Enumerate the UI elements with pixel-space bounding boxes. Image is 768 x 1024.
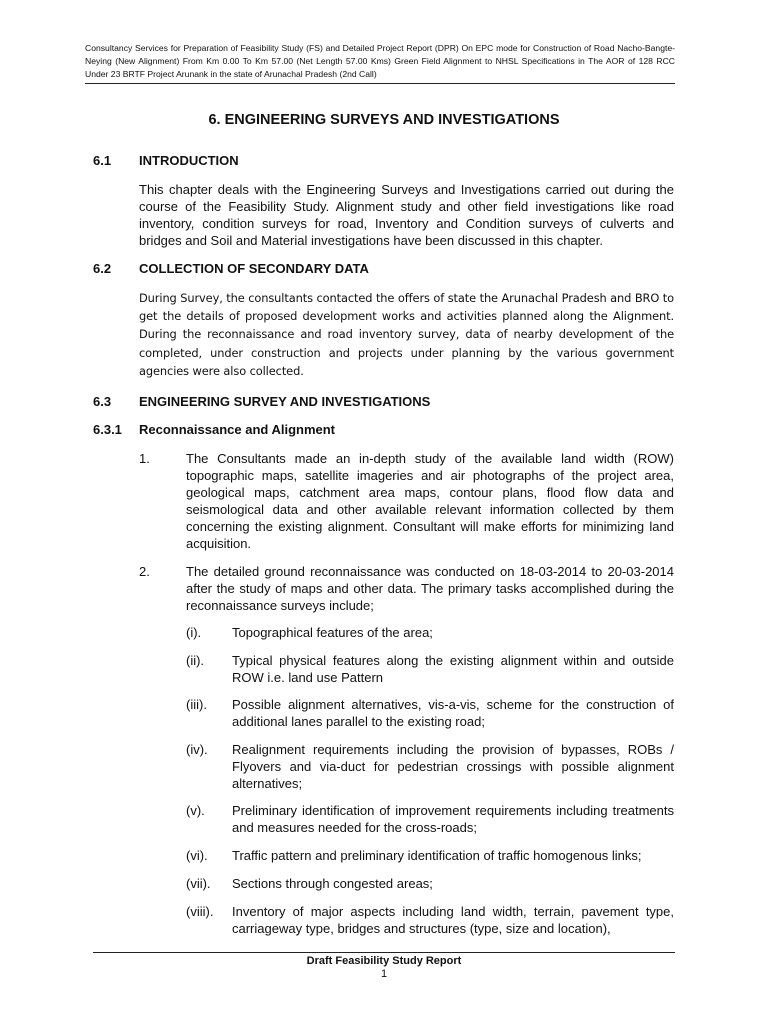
page-number: 1 bbox=[380, 968, 388, 980]
list-item-number: 2. bbox=[139, 564, 150, 579]
sublist-item-number: (ii). bbox=[186, 653, 205, 668]
list-item-number: 1. bbox=[139, 451, 150, 466]
chapter-title: 6. ENGINEERING SURVEYS AND INVESTIGATIONS bbox=[208, 112, 560, 128]
list-item-text: The Consultants made an in-depth study of the available land width (ROW) topographic maps, satellite imageries and air photographs of the project area, geological maps, catchment area maps, contour plans, flood flow data and seismological data and other available relevant information collected by them concerning the existing alignment. Consultant will make efforts for minimizing land acquisition. bbox=[186, 451, 674, 551]
sublist-item-text: Traffic pattern and preliminary identification of traffic homogenous links; bbox=[232, 848, 642, 863]
sublist-item-number: (vi). bbox=[186, 848, 208, 863]
section-title: INTRODUCTION bbox=[139, 153, 239, 168]
sublist-item-number: (viii). bbox=[186, 904, 214, 919]
header-divider bbox=[85, 83, 675, 84]
section-title: COLLECTION OF SECONDARY DATA bbox=[139, 261, 369, 276]
sublist-item-text: Possible alignment alternatives, vis-a-vis, scheme for the construction of additional lanes parallel to the existing road; bbox=[232, 697, 674, 729]
footer-divider bbox=[93, 952, 675, 953]
sublist-item-text: Topographical features of the area; bbox=[232, 625, 433, 640]
sublist-item-text: Realignment requirements including the provision of bypasses, ROBs / Flyovers and via-duct for pedestrian crossings with possible alignment alternatives; bbox=[232, 742, 674, 791]
sublist-item-number: (i). bbox=[186, 625, 202, 640]
list-item-text: The detailed ground reconnaissance was conducted on 18-03-2014 to 20-03-2014 after the study of maps and other data. The primary tasks accomplished during the reconnaissance surveys include; bbox=[186, 564, 674, 613]
section-number: 6.3 bbox=[93, 394, 112, 409]
running-header: Consultancy Services for Preparation of Feasibility Study (FS) and Detailed Project Report (DPR) On EPC mode for Construction of Road Nacho-Bangte-Neying (New Alignment) From Km 0.00 To Km 57.00 (Net Length 57.00 Kms) Green Field Alignment to NHSL Specifications in The AOR of 128 RCC Under 23 BRTF Project Arunank in the state of Arunachal Pradesh (2nd Call) bbox=[85, 43, 675, 79]
sublist-item-number: (v). bbox=[186, 803, 205, 818]
sublist-item-text: Preliminary identification of improvement requirements including treatments and measures needed for the cross-roads; bbox=[232, 803, 674, 835]
secondary-data-paragraph: During Survey, the consultants contacted the offers of state the Arunachal Pradesh and BRO to get the details of proposed development works and activities planned along the Alignment. During the reconnaissance and road inventory survey, data of nearby development of the completed, under construction and projects under planning by the various government agencies were also collected. bbox=[139, 291, 674, 378]
section-number: 6.2 bbox=[93, 261, 112, 276]
intro-paragraph: This chapter deals with the Engineering Surveys and Investigations carried out during the course of the Feasibility Study. Alignment study and other field investigations like road inventory, condition surveys for road, Inventory and Condition surveys of culverts and bridges and Soil and Material investigations have been discussed in this chapter. bbox=[139, 182, 674, 248]
sublist-item-number: (iii). bbox=[186, 697, 207, 712]
sublist-item-number: (iv). bbox=[186, 742, 208, 757]
section-number: 6.3.1 bbox=[93, 422, 122, 437]
sublist-item-text: Sections through congested areas; bbox=[232, 876, 433, 891]
section-number: 6.1 bbox=[93, 153, 112, 168]
sublist-item-number: (vii). bbox=[186, 876, 211, 891]
section-title: ENGINEERING SURVEY AND INVESTIGATIONS bbox=[139, 394, 431, 409]
sublist-item-text: Inventory of major aspects including land width, terrain, pavement type, carriageway type, bridges and structures (type, size and location), bbox=[232, 904, 674, 936]
sublist-item-text: Typical physical features along the existing alignment within and outside ROW i.e. land use Pattern bbox=[232, 653, 674, 685]
section-title: Reconnaissance and Alignment bbox=[139, 422, 336, 437]
footer-title: Draft Feasibility Study Report bbox=[306, 955, 462, 967]
